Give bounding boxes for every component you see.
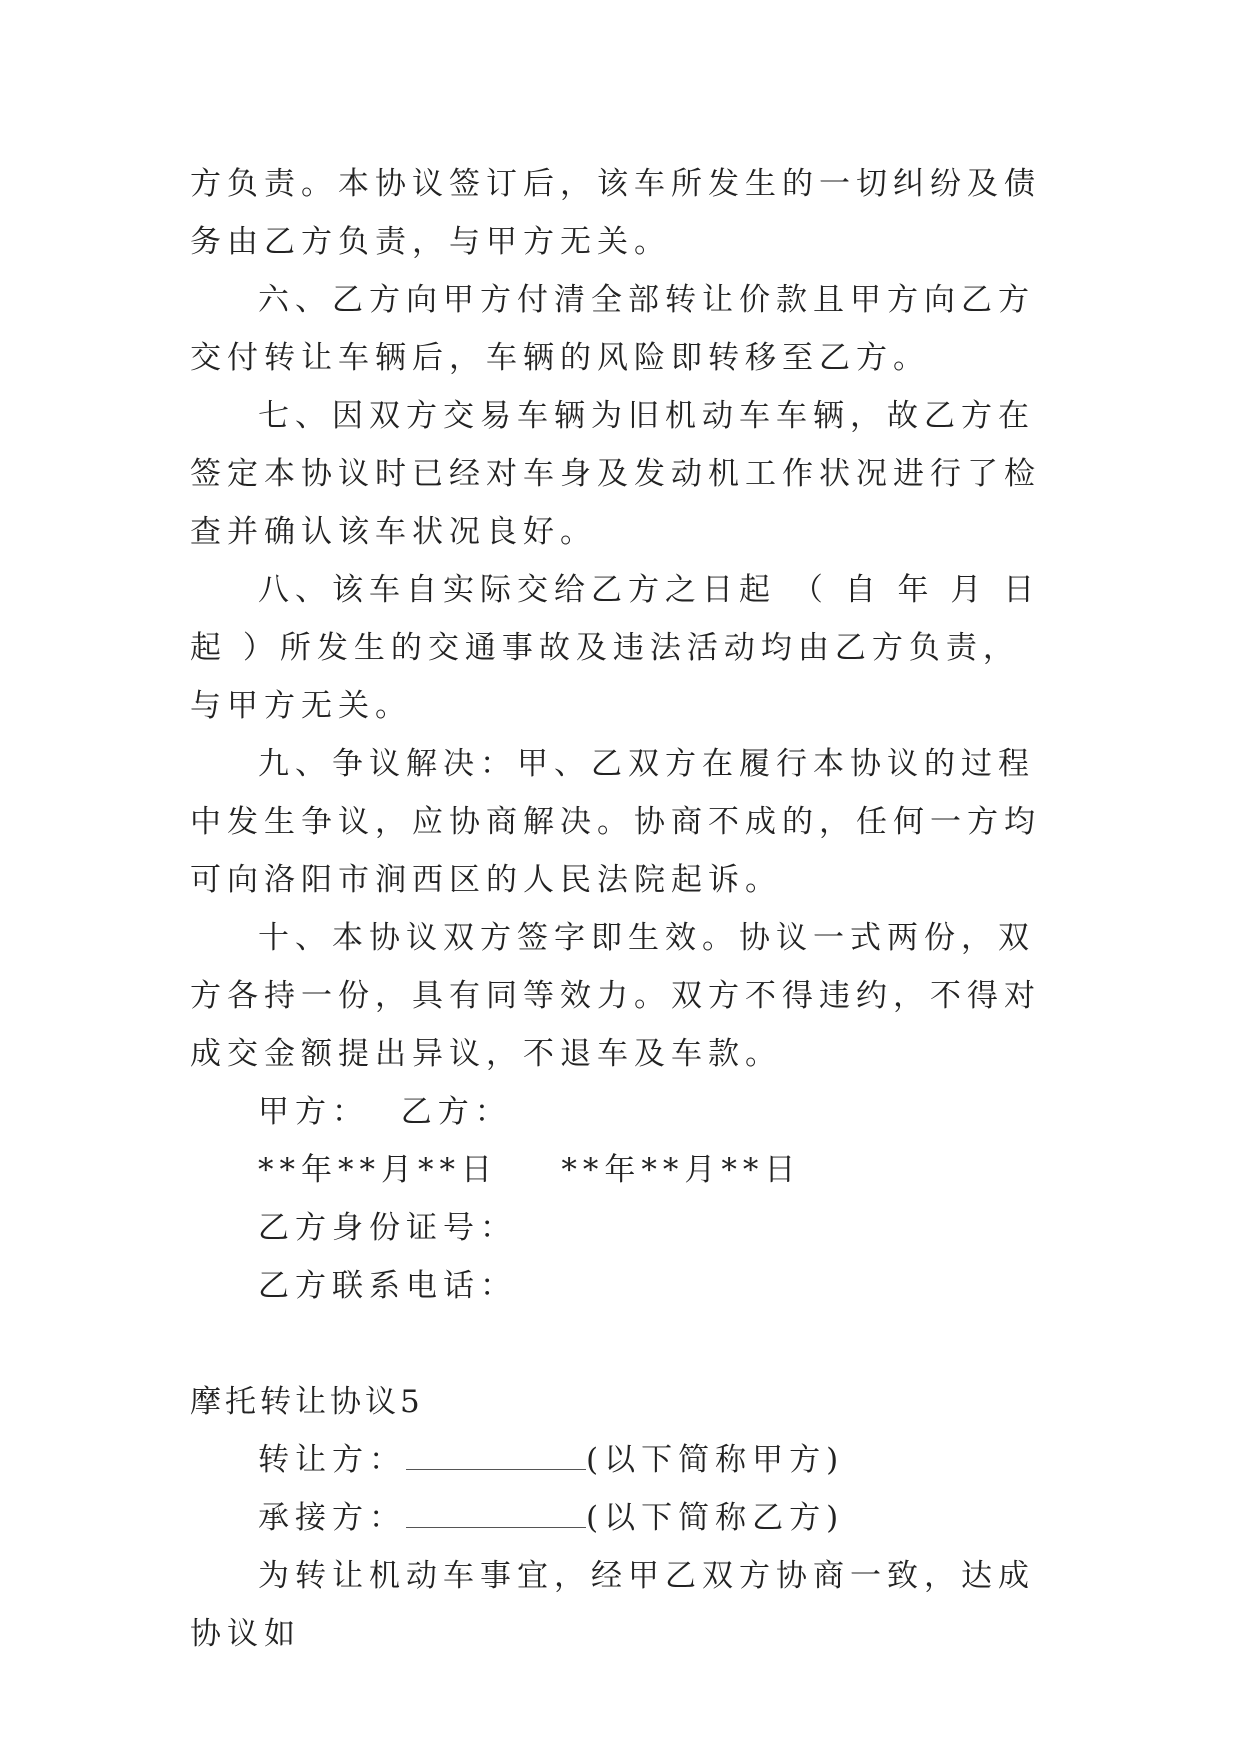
signature-parties: 甲方： 乙方： [258, 1094, 512, 1130]
receiver-note: (以下简称乙方) [586, 1500, 845, 1536]
clause-eight: 八、该车自实际交给乙方之日起 （ 自 年 月 日起 ）所发生的交通事故及违法活动均由乙方负责，与甲方无关。 [190, 572, 1041, 724]
transferor-line [190, 1431, 1050, 1489]
paragraph-liability: 方负责。本协议签订后，该车所发生的一切纠纷及债务由乙方负责，与甲方无关。 [190, 166, 1041, 260]
transferor-blank [406, 1443, 586, 1470]
receiver-label: 承接方： [258, 1500, 406, 1536]
intro-paragraph: 为转让机动车事宜，经甲乙双方协商一致，达成协议如 [190, 1558, 1035, 1652]
section-title: 摩托转让协议5 [190, 1384, 424, 1420]
transferor-label: 转让方： [258, 1442, 406, 1478]
receiver-line [190, 1489, 1050, 1547]
id-number-label: 乙方身份证号： [258, 1210, 517, 1246]
clause-nine: 九、争议解决：甲、乙双方在履行本协议的过程中发生争议，应协商解决。协商不成的，任何一方均可向洛阳市涧西区的人民法院起诉。 [190, 746, 1041, 898]
section-gap [190, 1315, 1050, 1373]
document-body [190, 155, 1050, 1663]
signature-dates: **年**月**日 **年**月**日 [258, 1152, 802, 1188]
phone-label: 乙方联系电话： [258, 1268, 517, 1304]
clause-seven: 七、因双方交易车辆为旧机动车车辆，故乙方在签定本协议时已经对车身及发动机工作状况进行了检查并确认该车状况良好。 [190, 398, 1041, 550]
clause-ten: 十、本协议双方签字即生效。协议一式两份，双方各持一份，具有同等效力。双方不得违约，不得对成交金额提出异议，不退车及车款。 [190, 920, 1041, 1072]
receiver-blank [406, 1501, 586, 1528]
transferor-note: (以下简称甲方) [586, 1442, 845, 1478]
clause-six: 六、乙方向甲方付清全部转让价款且甲方向乙方交付转让车辆后，车辆的风险即转移至乙方。 [190, 282, 1035, 376]
